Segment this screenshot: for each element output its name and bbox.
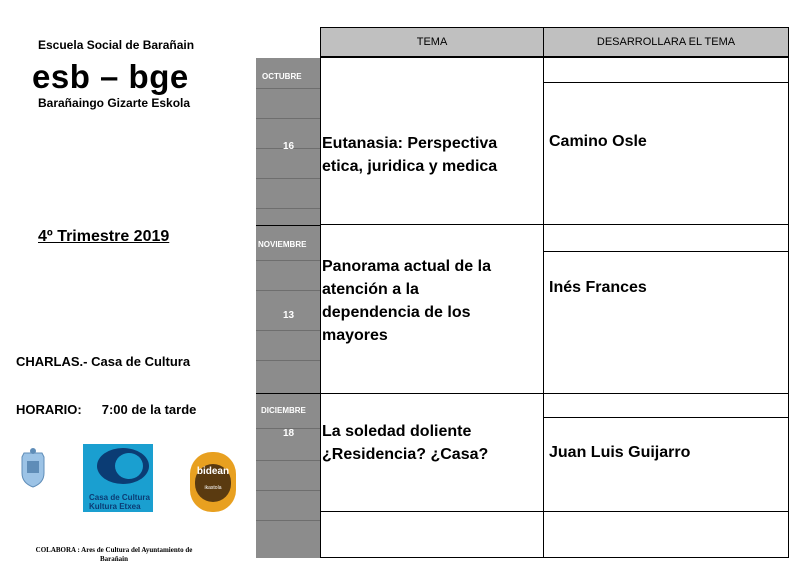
grid-line bbox=[256, 490, 320, 491]
column-header-tema: TEMA bbox=[320, 27, 544, 57]
grid-line bbox=[256, 208, 320, 209]
grid-line bbox=[256, 460, 320, 461]
speaker-cell bbox=[543, 417, 789, 512]
topic-text: Panorama actual de la atención a la dependencia de los mayores bbox=[322, 258, 491, 344]
horario bbox=[16, 402, 196, 417]
charlas-location: CHARLAS.- Casa de Cultura bbox=[16, 354, 191, 369]
empty-cell bbox=[320, 511, 544, 558]
speaker-name: Juan Luis Guijarro bbox=[549, 444, 691, 461]
month-label: NOVIEMBRE bbox=[258, 240, 307, 249]
month-label: OCTUBRE bbox=[262, 72, 302, 81]
bidean-logo bbox=[190, 452, 236, 512]
horario-label: HORARIO: bbox=[16, 402, 82, 417]
bidean-logo-text: bidean bbox=[196, 466, 230, 477]
grid-line bbox=[256, 88, 320, 89]
speaker-spacer-cell bbox=[543, 224, 789, 252]
colabora-note: COLABORA : Ares de Cultura del Ayuntamiento de Barañain bbox=[35, 546, 193, 563]
bidean-logo-small: ikastola bbox=[204, 485, 222, 491]
horario-time: 7:00 de la tarde bbox=[101, 402, 197, 417]
grid-line bbox=[256, 360, 320, 361]
speaker-name: Inés Frances bbox=[549, 279, 647, 296]
empty-cell bbox=[543, 511, 789, 558]
grid-line bbox=[256, 118, 320, 119]
casa-de-cultura-logo bbox=[83, 444, 153, 512]
column-header-desarrollara: DESARROLLARA EL TEMA bbox=[543, 27, 789, 57]
org-name-basque: Barañaingo Gizarte Eskola bbox=[38, 96, 191, 110]
day-number: 16 bbox=[283, 141, 295, 152]
speaker-name: Camino Osle bbox=[549, 133, 647, 150]
grid-line bbox=[256, 178, 320, 179]
topic-text: Eutanasia: Perspectiva etica, juridica y medica bbox=[322, 135, 498, 175]
school-acronym: esb – bge bbox=[32, 58, 189, 95]
speaker-cell bbox=[543, 82, 789, 225]
speaker-cell bbox=[543, 251, 789, 394]
topic-text: La soledad doliente ¿Residencia? ¿Casa? bbox=[322, 423, 489, 463]
term-title: 4º Trimestre 2019 bbox=[38, 228, 170, 245]
casa-logo-text: Casa de Cultura Kultura Etxea bbox=[89, 493, 150, 511]
speaker-spacer-cell bbox=[543, 393, 789, 418]
month-label: DICIEMBRE bbox=[261, 406, 306, 415]
day-number: 13 bbox=[283, 310, 295, 321]
casa-logo-shape bbox=[83, 444, 153, 492]
grid-line bbox=[256, 520, 320, 521]
speaker-spacer-cell bbox=[543, 57, 789, 83]
org-name: Escuela Social de Barañain bbox=[38, 38, 195, 52]
day-number: 18 bbox=[283, 428, 295, 439]
section-divider bbox=[256, 393, 320, 394]
coat-of-arms-logo bbox=[16, 447, 50, 489]
grid-line bbox=[256, 330, 320, 331]
month-column bbox=[256, 58, 320, 558]
grid-line bbox=[256, 260, 320, 261]
section-divider bbox=[256, 225, 320, 226]
grid-line bbox=[256, 290, 320, 291]
